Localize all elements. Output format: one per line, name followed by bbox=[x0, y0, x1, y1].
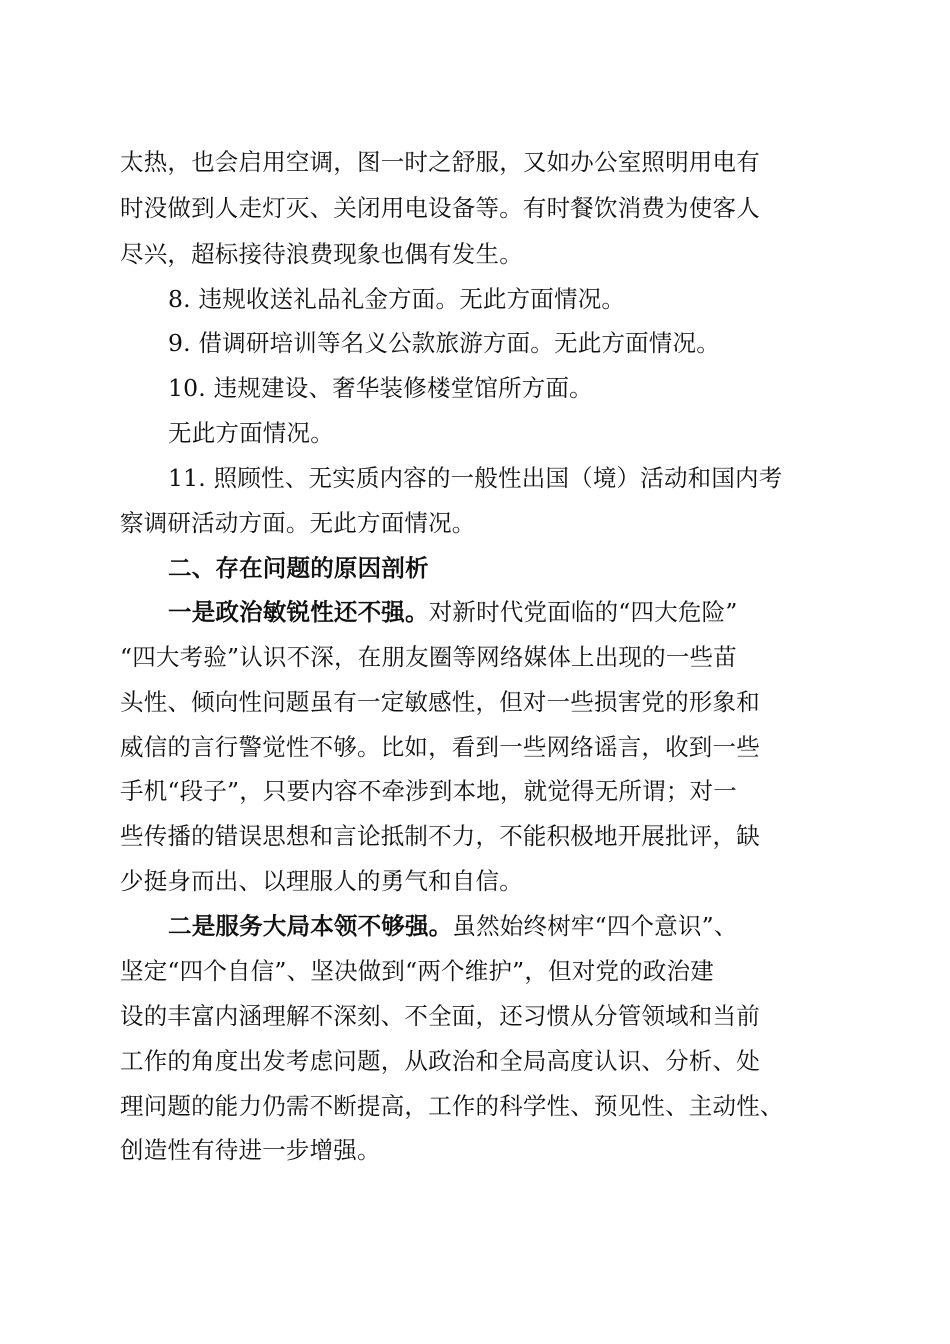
text-line: 威信的言行警觉性不够。比如，看到一些网络谣言，收到一些 bbox=[120, 733, 760, 761]
text-line: 尽兴，超标接待浪费现象也偶有发生。 bbox=[120, 240, 523, 268]
text-line: 头性、倾向性问题虽有一定敏感性，但对一些损害党的形象和 bbox=[120, 688, 760, 716]
text-line: 察调研活动方面。无此方面情况。 bbox=[120, 509, 476, 537]
text-line: 太热，也会启用空调，图一时之舒服，又如办公室照明用电有 bbox=[120, 148, 760, 176]
item-8: 8. 违规收送礼品礼金方面。无此方面情况。 bbox=[168, 285, 626, 313]
text-line: 工作的角度出发考虑问题，从政治和全局高度认识、分析、处 bbox=[120, 1047, 760, 1075]
text-line: 坚定“四个自信”、坚决做到“两个维护”，但对党的政治建 bbox=[120, 957, 714, 985]
text-line: 创造性有待进一步增强。 bbox=[120, 1136, 381, 1164]
text-line: 些传播的错误思想和言论抵制不力，不能积极地开展批评，缺 bbox=[120, 822, 760, 850]
text-line: 少挺身而出、以理服人的勇气和自信。 bbox=[120, 867, 523, 895]
text-line: 理问题的能力仍需不断提高，工作的科学性、预见性、主动性、 bbox=[120, 1092, 784, 1120]
item-9: 9. 借调研培训等名义公款旅游方面。无此方面情况。 bbox=[168, 329, 720, 357]
section-heading: 二、存在问题的原因剖析 bbox=[168, 554, 429, 582]
item-11: 11. 照顾性、无实质内容的一般性出国（境）活动和国内考 bbox=[168, 464, 783, 492]
point-one-text: 对新时代党面临的“四大危险” bbox=[428, 598, 738, 626]
text-line: 时没做到人走灯灭、关闭用电设备等。有时餐饮消费为使客人 bbox=[120, 194, 760, 222]
point-two-text: 虽然始终树牢“四个意识”、 bbox=[452, 912, 738, 940]
point-one-lead: 一是政治敏锐性还不强。 bbox=[168, 598, 429, 626]
item-10: 10. 违规建设、奢华装修楼堂馆所方面。 bbox=[168, 374, 593, 402]
text-line: 设的丰富内涵理解不深刻、不全面，还习惯从分管领域和当前 bbox=[120, 1002, 760, 1030]
item-10-result: 无此方面情况。 bbox=[168, 419, 334, 447]
text-line: “四大考验”认识不深，在朋友圈等网络媒体上出现的一些苗 bbox=[120, 643, 737, 671]
paragraph-point-two-first-line bbox=[168, 911, 738, 941]
point-two-lead: 二是服务大局本领不够强。 bbox=[168, 912, 453, 940]
text-line: 手机“段子”，只要内容不牵涉到本地，就觉得无所谓；对一 bbox=[120, 777, 737, 805]
paragraph-point-one-first-line bbox=[168, 597, 738, 627]
